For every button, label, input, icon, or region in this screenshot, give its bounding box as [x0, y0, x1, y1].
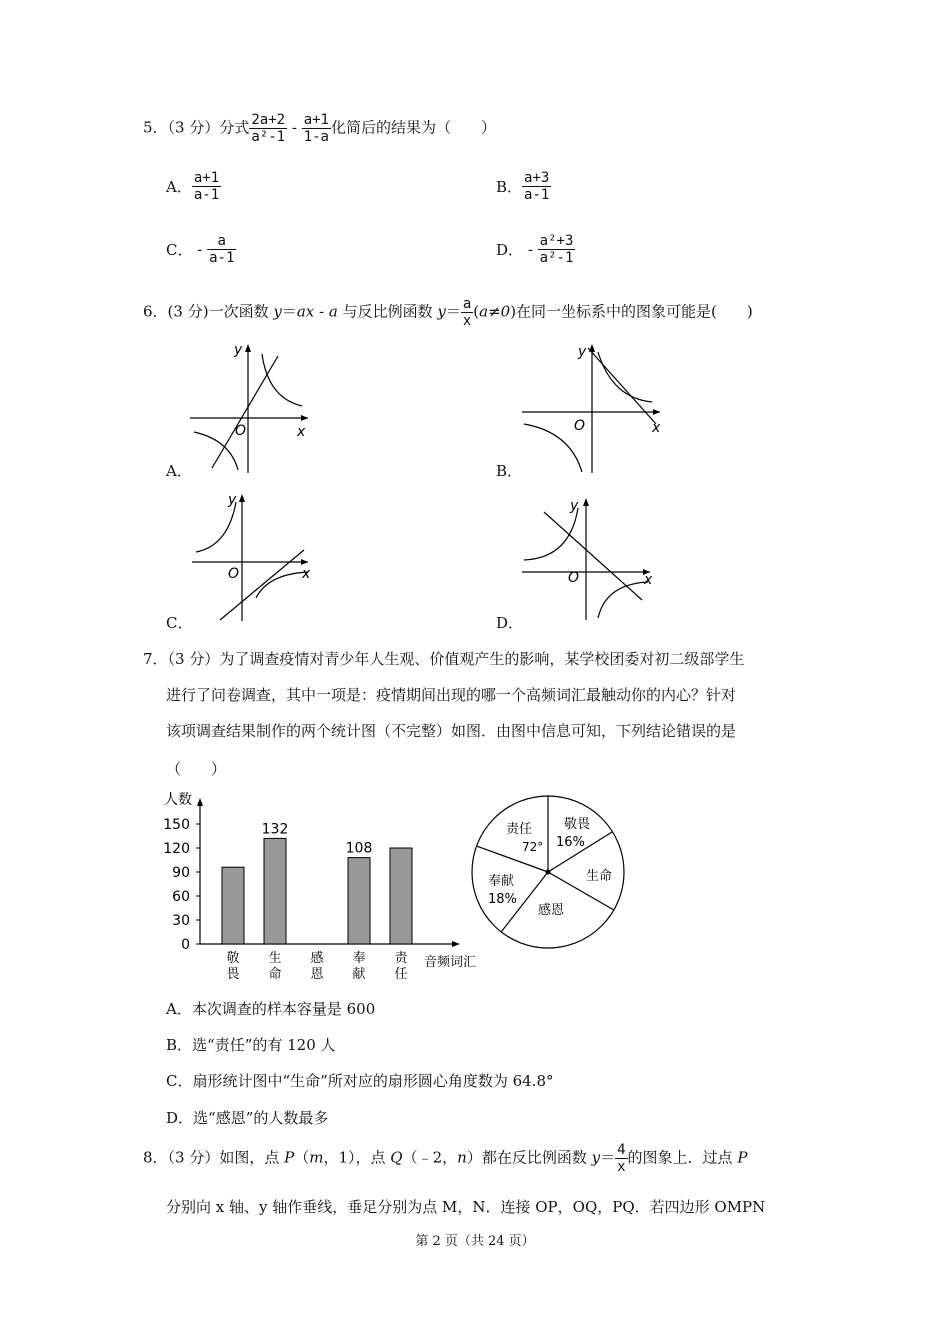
bar-category-label: 敬 — [226, 951, 240, 966]
q7-option-d: D．选“感恩”的人数最多 — [166, 1109, 329, 1127]
bar-ytick-label: 150 — [163, 817, 190, 833]
axis-x-label: x — [644, 572, 653, 588]
bar-category-label: 感 — [310, 951, 324, 966]
bar-category-label: 献 — [352, 967, 366, 980]
q5-option-a: A． $\frac{a+1}{a-1}$ — [166, 170, 220, 204]
q6-stem: 6．(3 分)一次函数 y＝ax - a 与反比例函数 y＝ $\frac{a}{x}$ (a≠0)在同一坐标系中的图象可能是( ) — [143, 296, 753, 330]
q8-stem-line-1: 8．（3 分）如图，点 P（m，1），点 Q（﹣2，n）都在反比例函数 y＝ $\frac{4}{x}$ 的图象上．过点 P — [143, 1142, 748, 1176]
bar-category-label: 畏 — [226, 967, 240, 980]
bar-ylabel: 人数 — [164, 792, 192, 808]
bar-0 — [222, 867, 244, 944]
q7-option-b: B．选“责任”的有 120 人 — [166, 1036, 336, 1054]
q8-fraction: $\frac{4}{x}$ — [617, 1142, 626, 1176]
q6-option-c-label: C． — [166, 614, 193, 632]
axis-y-label: y — [234, 342, 243, 358]
q5-stem: 5．（3 分）分式 $\frac{2a+2}{\text{a²-1}}$ - $\frac{a+1}{1-a}$ 化简后的结果为（ ） — [143, 112, 496, 146]
bar-ytick-label: 60 — [172, 889, 190, 905]
q7-option-c: C．扇形统计图中“生命”所对应的扇形圆心角度数为 64.8° — [166, 1072, 554, 1090]
q5-fraction-2: $\frac{a+1}{1-a}$ — [303, 112, 329, 146]
q6-graph-b — [520, 340, 670, 475]
pie-label-zeren: 责任 — [506, 822, 533, 837]
q7-stem-line-2: 进行了问卷调查，其中一项是：疫情期间出现的哪一个高频词汇最触动你的内心？针对 — [166, 686, 737, 704]
pie-label-ganen: 感恩 — [538, 903, 565, 918]
origin-label: O — [235, 423, 247, 439]
q5-option-c: C． - $\frac{a}{a-1}$ — [166, 233, 235, 267]
q7-stem-line-3: 该项调查结果制作的两个统计图（不完整）如图．由图中信息可知，下列结论错误的是 — [166, 722, 737, 740]
pie-label-shengming: 生命 — [586, 869, 613, 884]
q7-stem-line-4: （ ） — [166, 760, 227, 778]
q5-fraction-1: $\frac{2a+2}{\text{a²-1}}$ — [251, 112, 286, 146]
bar-ytick-label: 0 — [181, 937, 190, 953]
q6-option-d-label: D． — [496, 614, 524, 632]
q7-pie-chart — [468, 780, 648, 965]
q7-stem-line-1: 7．（3 分）为了调查疫情对青少年人生观、价值观产生的影响，某学校团委对初二级部学生 — [143, 650, 745, 668]
bar-data-label: 132 — [261, 821, 289, 838]
origin-label: O — [568, 570, 580, 586]
axis-y-label: y — [578, 344, 587, 360]
q6-fraction: $\frac{a}{x}$ — [462, 296, 472, 330]
bar-4 — [390, 848, 412, 944]
q5-option-d: D． - $\frac{\text{a²+3}}{\text{a²-1}}$ — [496, 233, 574, 267]
q7-bar-chart — [150, 790, 490, 980]
bar-category-label: 责 — [394, 951, 408, 966]
bar-category-label: 生 — [268, 951, 282, 966]
q6-graph-c — [190, 488, 320, 623]
q6-graph-d — [520, 492, 670, 622]
bar-category-label: 任 — [394, 967, 408, 980]
pie-label-zeren-angle: 72° — [522, 840, 544, 854]
bar-1 — [264, 838, 286, 944]
pie-label-jingwei-pct: 16% — [556, 835, 585, 850]
bar-category-label: 命 — [268, 967, 282, 980]
pie-label-jingwei: 敬畏 — [564, 817, 591, 832]
bar-3 — [348, 858, 370, 944]
axis-y-label: y — [570, 498, 579, 514]
bar-xlabel: 音频词汇 — [424, 955, 477, 970]
axis-x-label: x — [652, 420, 661, 436]
q7-option-a: A．本次调查的样本容量是 600 — [166, 1000, 376, 1018]
page-footer: 第 2 页（共 24 页） — [415, 1234, 535, 1249]
q6-option-b-label: B． — [496, 462, 523, 480]
q6-graph-a — [190, 340, 320, 475]
bar-ytick-label: 120 — [163, 841, 190, 857]
bar-ytick-label: 90 — [172, 865, 190, 881]
bar-category-label: 恩 — [310, 967, 324, 980]
axis-x-label: x — [302, 566, 311, 582]
q8-stem-line-2: 分别向 x 轴、y 轴作垂线，垂足分别为点 M，N．连接 OP，OQ，PQ．若四边形 OMPN — [166, 1198, 766, 1216]
pie-label-fengxian: 奉献 — [488, 874, 515, 889]
q5-option-b: B． $\frac{a+3}{a-1}$ — [496, 170, 550, 204]
origin-label: O — [228, 566, 240, 582]
axis-x-label: x — [297, 424, 306, 440]
q5-number: 5． — [143, 118, 168, 137]
axis-y-label: y — [228, 492, 237, 508]
origin-label: O — [574, 418, 586, 434]
bar-data-label: 108 — [345, 840, 373, 857]
bar-category-label: 奉 — [352, 951, 366, 966]
q6-option-a-label: A． — [166, 462, 192, 480]
bar-ytick-label: 30 — [172, 913, 190, 929]
pie-label-fengxian-pct: 18% — [488, 892, 517, 907]
pie-center — [546, 870, 551, 875]
